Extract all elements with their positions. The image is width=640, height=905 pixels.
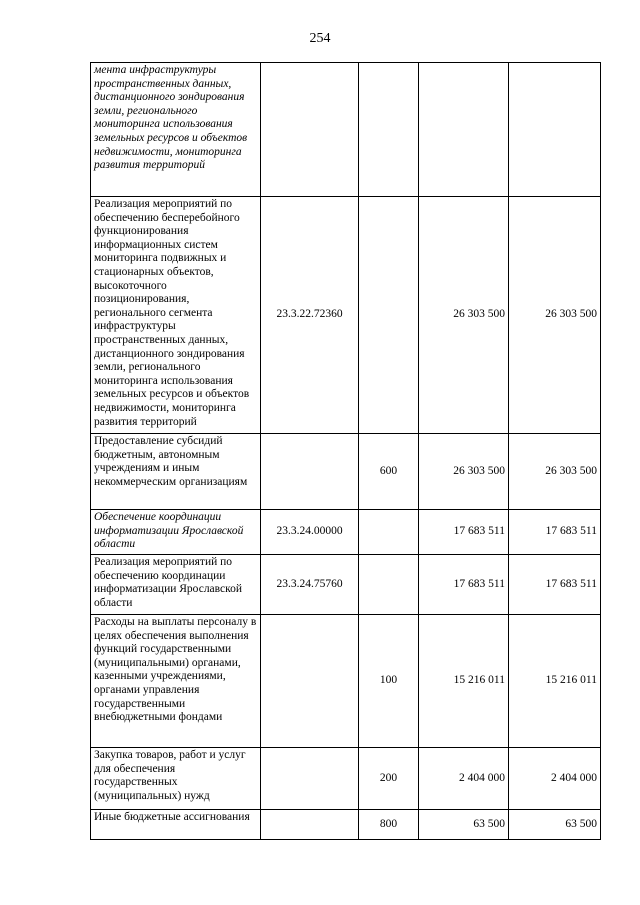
row-sum-2: 17 683 511 bbox=[509, 555, 601, 615]
row-sum-2: 26 303 500 bbox=[509, 434, 601, 510]
row-vr bbox=[359, 197, 419, 434]
row-sum-2: 63 500 bbox=[509, 810, 601, 840]
row-name: мента инфраструктуры пространственных данных, дистанционного зондирования земли, регионального мониторинга использования земельных ресурсов и объектов недвижимости, мониторинга развития территорий bbox=[91, 63, 261, 197]
row-vr: 600 bbox=[359, 434, 419, 510]
row-vr bbox=[359, 63, 419, 197]
row-csr bbox=[261, 748, 359, 810]
row-csr bbox=[261, 63, 359, 197]
row-sum-1: 26 303 500 bbox=[419, 197, 509, 434]
table-row bbox=[91, 510, 601, 555]
row-sum-1: 26 303 500 bbox=[419, 434, 509, 510]
row-vr: 200 bbox=[359, 748, 419, 810]
row-name: Иные бюджетные ассигнования bbox=[91, 810, 261, 840]
row-sum-2: 2 404 000 bbox=[509, 748, 601, 810]
row-vr bbox=[359, 555, 419, 615]
row-vr: 100 bbox=[359, 615, 419, 748]
table-row bbox=[91, 197, 601, 434]
row-sum-1: 15 216 011 bbox=[419, 615, 509, 748]
row-sum-1: 2 404 000 bbox=[419, 748, 509, 810]
table-row bbox=[91, 615, 601, 748]
row-vr bbox=[359, 510, 419, 555]
row-name: Реализация мероприятий по обеспечению координации информатизации Ярославской области bbox=[91, 555, 261, 615]
table-row bbox=[91, 748, 601, 810]
row-sum-2: 15 216 011 bbox=[509, 615, 601, 748]
row-name: Предоставление субсидий бюджетным, автономным учреждениям и иным некоммерческим организациям bbox=[91, 434, 261, 510]
table-row bbox=[91, 810, 601, 840]
row-csr: 23.3.22.72360 bbox=[261, 197, 359, 434]
row-sum-1: 17 683 511 bbox=[419, 510, 509, 555]
row-name: Реализация мероприятий по обеспечению бесперебойного функционирования информационных систем мониторинга подвижных и стационарных объектов, высокоточного позиционирования, регионального сегмента инфраструктуры пространственных данных, дистанционного зондирования земли, регионального мониторинга использования земельных ресурсов и объектов недвижимости, мониторинга развития территорий bbox=[91, 197, 261, 434]
row-vr: 800 bbox=[359, 810, 419, 840]
table-row bbox=[91, 555, 601, 615]
row-sum-1 bbox=[419, 63, 509, 197]
row-name: Обеспечение координации информатизации Ярославской области bbox=[91, 510, 261, 555]
row-csr: 23.3.24.75760 bbox=[261, 555, 359, 615]
table-row bbox=[91, 63, 601, 197]
row-csr: 23.3.24.00000 bbox=[261, 510, 359, 555]
table-row bbox=[91, 434, 601, 510]
row-csr bbox=[261, 810, 359, 840]
row-name: Закупка товаров, работ и услуг для обеспечения государственных (муниципальных) нужд bbox=[91, 748, 261, 810]
row-sum-1: 63 500 bbox=[419, 810, 509, 840]
row-sum-1: 17 683 511 bbox=[419, 555, 509, 615]
row-sum-2: 26 303 500 bbox=[509, 197, 601, 434]
row-sum-2 bbox=[509, 63, 601, 197]
row-csr bbox=[261, 615, 359, 748]
budget-table bbox=[90, 62, 601, 840]
page-number: 254 bbox=[309, 31, 331, 46]
row-csr bbox=[261, 434, 359, 510]
row-name: Расходы на выплаты персоналу в целях обеспечения выполнения функций государственными (муниципальными) органами, казенными учреждениями, органами управления государственными внебюджетными фондами bbox=[91, 615, 261, 748]
row-sum-2: 17 683 511 bbox=[509, 510, 601, 555]
